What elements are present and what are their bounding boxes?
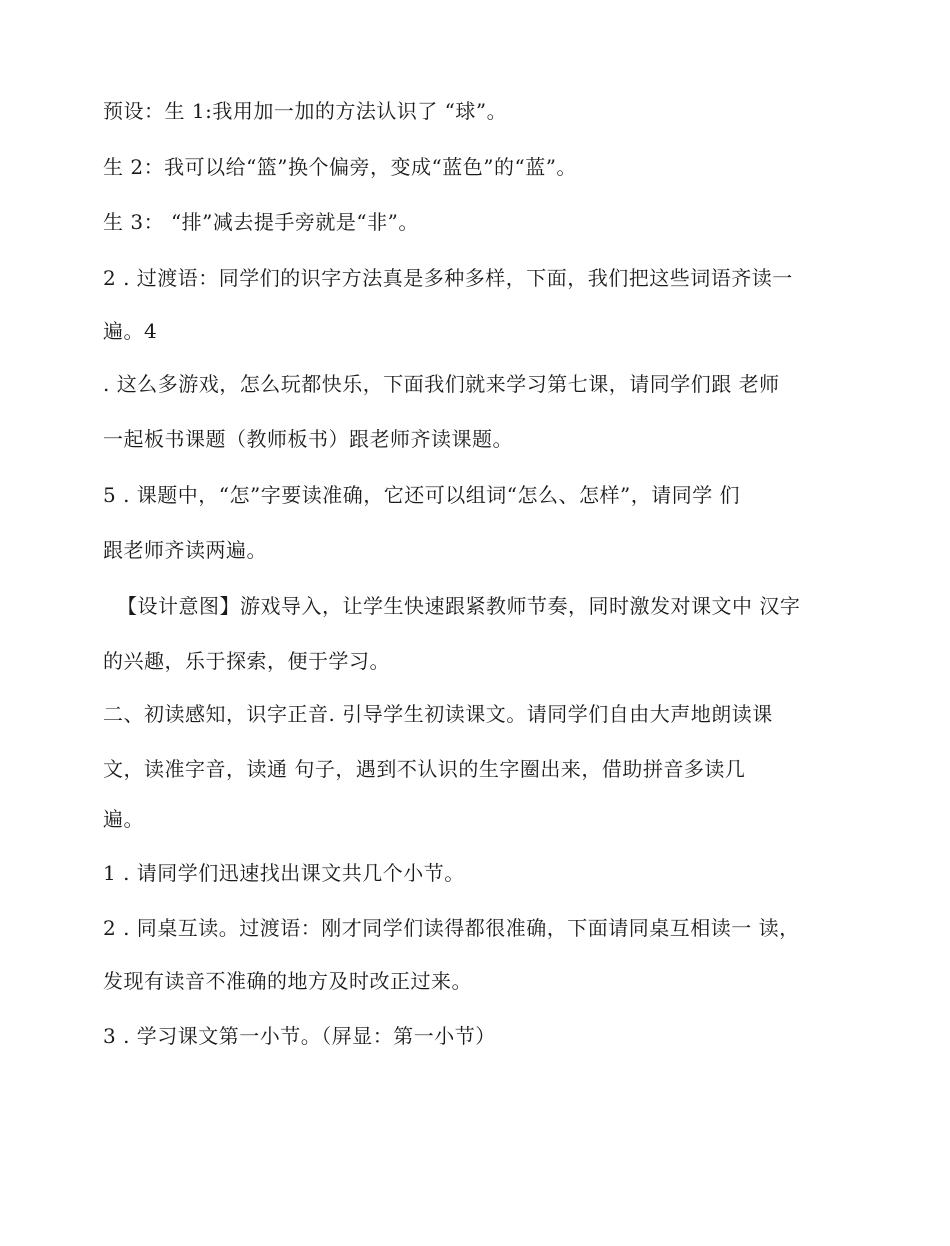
text-line: 预设：生 1:我用加一加的方法认识了 “球”。 bbox=[103, 99, 508, 123]
text-line: 一起板书课题（教师板书）跟老师齐读课题。 bbox=[103, 427, 513, 451]
text-line: 生 3： “排”减去提手旁就是“非”。 bbox=[103, 210, 419, 234]
text-line: 跟老师齐读两遍。 bbox=[103, 538, 267, 562]
text-line: 的兴趣，乐于探索，便于学习。 bbox=[103, 649, 390, 673]
text-line: 5 . 课题中，“怎”字要读准确，它还可以组词“怎么、怎样”，请同学 们 bbox=[103, 483, 741, 507]
text-line: 遍。4 bbox=[103, 319, 158, 343]
text-line: 3 . 学习课文第一小节。（屏显：第一小节） bbox=[103, 1024, 496, 1048]
text-line: 生 2：我可以给“篮”换个偏旁，变成“蓝色”的“蓝”。 bbox=[103, 155, 577, 179]
section-heading-line: 二、初读感知，识字正音. 引导学生初读课文。请同学们自由大声地朗读课 bbox=[103, 702, 773, 726]
text-line: 遍。 bbox=[103, 807, 144, 831]
text-line: 2 . 同桌互读。过渡语：刚才同学们读得都很准确，下面请同桌互相读一 读， bbox=[103, 916, 800, 940]
text-line: . 这么多游戏，怎么玩都快乐，下面我们就来学习第七课，请同学们跟 老师 bbox=[103, 372, 780, 396]
text-line: 发现有读音不准确的地方及时改正过来。 bbox=[103, 969, 472, 993]
design-intent-line: 【设计意图】游戏导入，让学生快速跟紧教师节奏，同时激发对课文中 汉字 bbox=[117, 594, 801, 618]
text-line: 文，读准字音，读通 句子，遇到不认识的生字圈出来，借助拼音多读几 bbox=[103, 757, 746, 781]
text-line: 2 . 过渡语：同学们的识字方法真是多种多样，下面，我们把这些词语齐读一 bbox=[103, 266, 793, 290]
text-line: 1 . 请同学们迅速找出课文共几个小节。 bbox=[103, 861, 465, 885]
